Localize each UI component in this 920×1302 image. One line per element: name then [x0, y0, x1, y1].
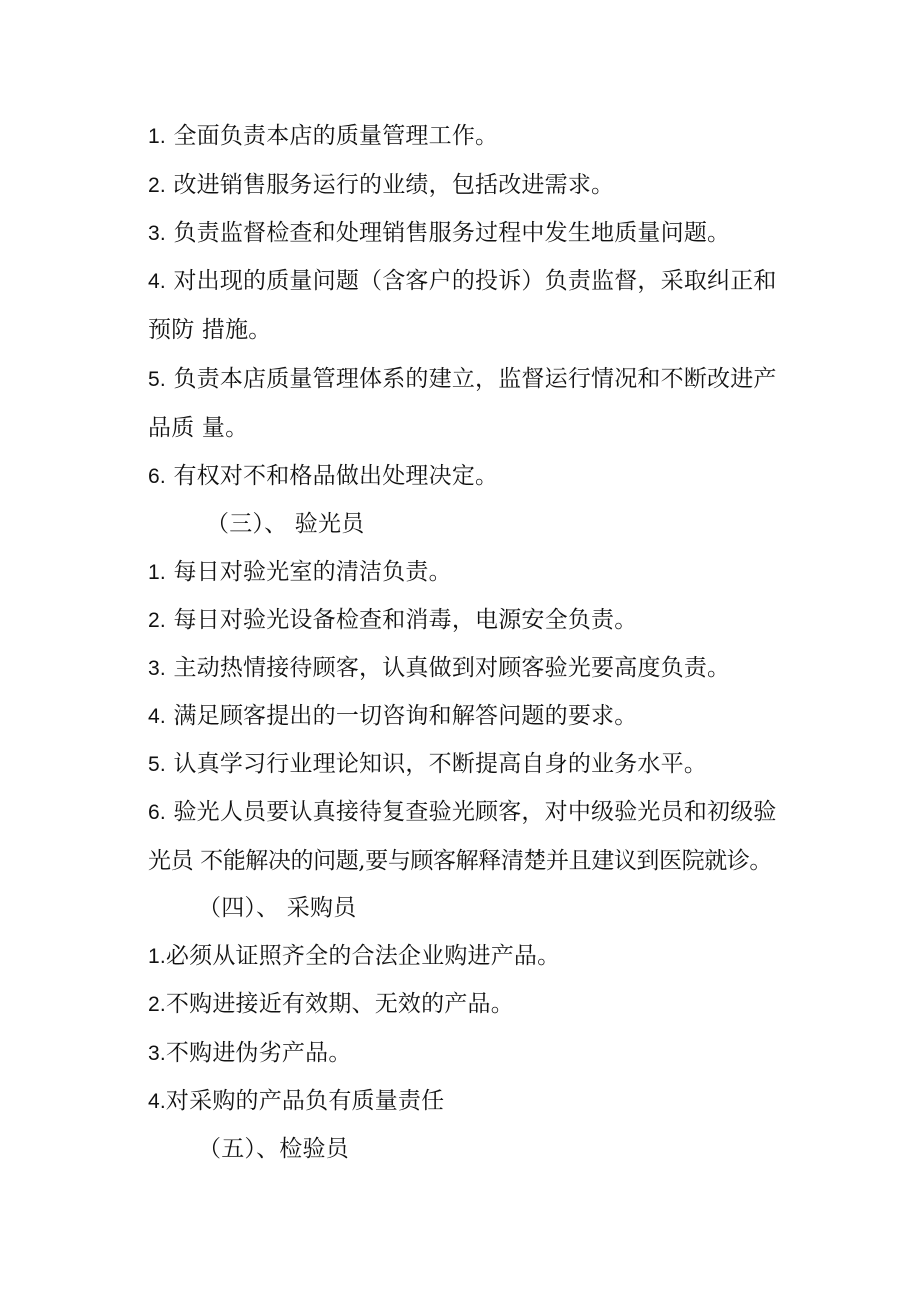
item-text: 满足顾客提出的一切咨询和解答问题的要求。	[173, 703, 638, 729]
list-item	[148, 266, 777, 297]
item-text: 每日对验光室的清洁负责。	[173, 559, 452, 585]
item-number: 2.	[148, 993, 166, 1016]
item-text: 验光人员要认真接待复查验光顾客，对中级验光员和初级验	[173, 799, 777, 825]
item-text: 必须从证照齐全的合法企业购进产品。	[165, 943, 561, 969]
item-number: 6.	[148, 465, 166, 488]
list-item	[148, 797, 777, 828]
list-item-continuation	[148, 413, 248, 443]
list-item	[148, 218, 730, 249]
item-number: 1.	[148, 945, 166, 968]
list-item	[148, 605, 637, 636]
item-number: 3.	[148, 1042, 166, 1065]
item-text: 有权对不和格品做出处理决定。	[173, 463, 499, 489]
section-heading: （三）、 验光员	[206, 511, 365, 537]
list-item	[148, 989, 514, 1020]
item-text: 品质 量。	[148, 415, 249, 441]
item-text: 光员 不能解决的问题,要与顾客解释清楚并且建议到医院就诊。	[148, 848, 773, 874]
list-item	[148, 749, 707, 780]
list-item	[148, 653, 730, 684]
list-item	[148, 941, 560, 972]
item-text: 预防 措施。	[148, 317, 272, 343]
item-number: 2.	[148, 174, 166, 197]
list-item	[148, 701, 637, 732]
list-item-continuation	[148, 315, 272, 345]
section-heading: （五）、检验员	[198, 1136, 349, 1162]
list-item	[148, 1038, 352, 1069]
item-number: 3.	[148, 657, 166, 680]
item-number: 1.	[148, 561, 166, 584]
item-number: 3.	[148, 222, 166, 245]
list-item	[148, 170, 614, 201]
item-text: 认真学习行业理论知识，不断提高自身的业务水平。	[173, 751, 708, 777]
item-text: 每日对验光设备检查和消毒，电源安全负责。	[173, 607, 638, 633]
item-text: 负责监督检查和处理销售服务过程中发生地质量问题。	[173, 220, 731, 246]
list-item	[148, 1086, 444, 1117]
item-number: 4.	[148, 270, 166, 293]
item-text: 不购进伪劣产品。	[165, 1040, 352, 1066]
section-heading: （四）、 采购员	[198, 895, 357, 921]
item-text: 对采购的产品负有质量责任	[165, 1088, 445, 1114]
item-text: 改进销售服务运行的业绩，包括改进需求。	[173, 172, 615, 198]
item-number: 5.	[148, 753, 166, 776]
list-item	[148, 364, 777, 395]
list-item	[148, 557, 452, 588]
item-number: 6.	[148, 801, 166, 824]
list-item-continuation	[148, 846, 772, 876]
item-text: 不购进接近有效期、无效的产品。	[165, 991, 514, 1017]
item-text: 对出现的质量问题（含客户的投诉）负责监督，采取纠正和	[173, 268, 777, 294]
item-text: 主动热情接待顾客，认真做到对顾客验光要高度负责。	[173, 655, 731, 681]
list-item	[148, 461, 498, 492]
item-text: 负责本店质量管理体系的建立，监督运行情况和不断改进产	[173, 366, 777, 392]
list-item	[148, 121, 498, 152]
item-number: 1.	[148, 125, 166, 148]
item-text: 全面负责本店的质量管理工作。	[173, 123, 499, 149]
item-number: 4.	[148, 1090, 166, 1113]
item-number: 4.	[148, 705, 166, 728]
item-number: 2.	[148, 609, 166, 632]
item-number: 5.	[148, 368, 166, 391]
